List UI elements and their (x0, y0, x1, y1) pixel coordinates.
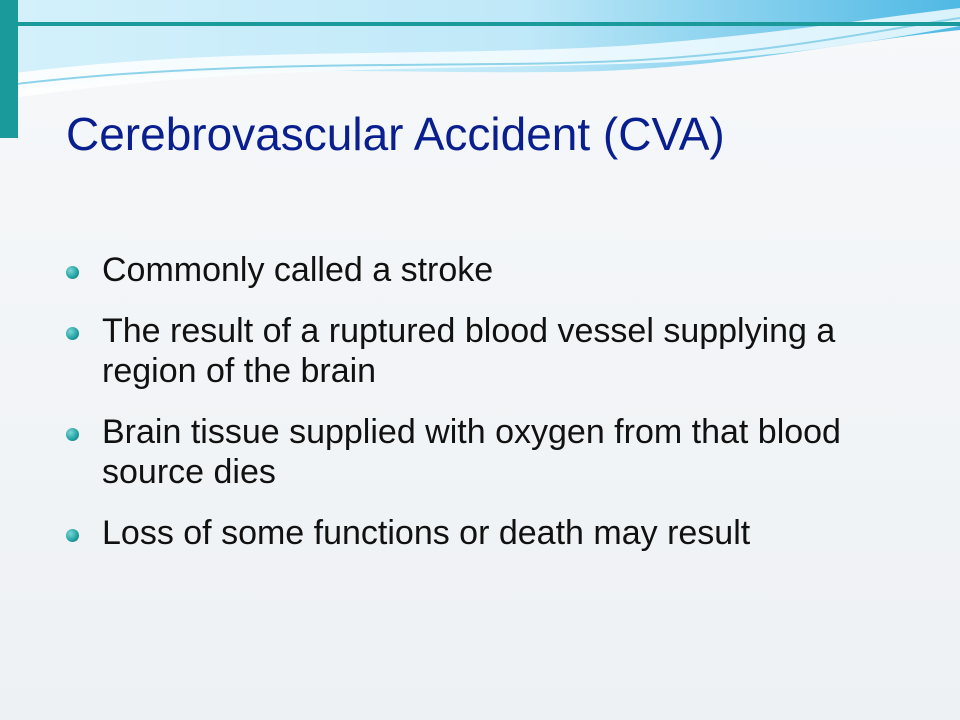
slide-title: Cerebrovascular Accident (CVA) (66, 108, 725, 160)
bullet-item (62, 250, 922, 290)
bullet-text: Commonly called a stroke (102, 251, 494, 289)
bullet-item (62, 311, 922, 391)
bullet-text: The result of a ruptured blood vessel supplying a region of the brain (102, 312, 836, 390)
bullet-dot-icon (66, 529, 79, 542)
bullet-dot-icon (66, 266, 79, 279)
bullet-text: Loss of some functions or death may result (102, 514, 751, 552)
bullet-dot-icon (66, 428, 79, 441)
header-wave-decoration (0, 0, 960, 110)
bullet-item (62, 513, 922, 553)
bullet-dot-icon (66, 327, 79, 340)
bullet-item (62, 412, 922, 492)
bullet-list (62, 250, 922, 574)
bullet-text: Brain tissue supplied with oxygen from that blood source dies (102, 413, 841, 491)
accent-left-bar (0, 0, 18, 138)
